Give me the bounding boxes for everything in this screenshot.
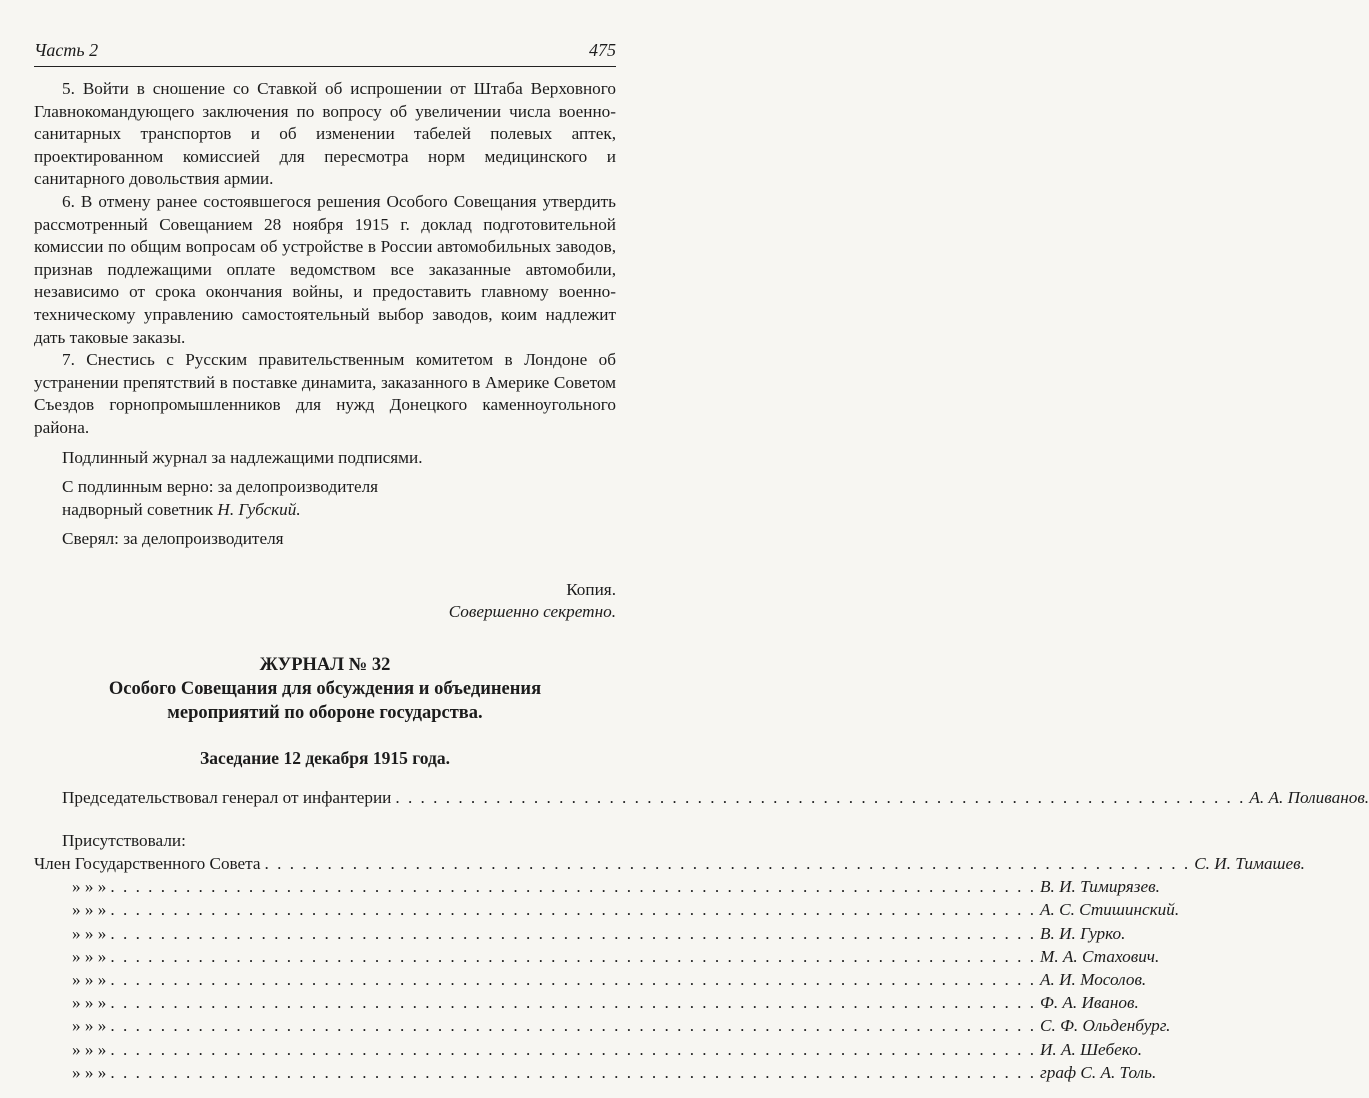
member-row [34,992,1139,1015]
member-name: И. А. Шебеко. [1040,1039,1142,1059]
page-body [34,78,1369,1085]
journal-subtitle-1: Особого Совещания для обсуждения и объединения [108,678,542,699]
member-row [34,969,1147,992]
leader-dots: . . . . . . . . . . . . . . . . . . . . . . . . . . . . . . . . . . . . . . . . . . . . . . . . . . . . . . . . . . . . . . . . . . . . . . . . . . [110,1039,1037,1059]
signatory-name: Н. Губский. [217,499,301,519]
member-name: С. И. Тимашев. [1194,854,1305,874]
leader-dots: . . . . . . . . . . . . . . . . . . . . . . . . . . . . . . . . . . . . . . . . . . . . . . . . . . . . . . . . . . . . . . . . . . . . . . . . . . [110,923,1037,943]
ditto-mark: » » » [72,1039,107,1059]
member-name: Ф. А. Иванов. [1040,993,1139,1013]
leader-dots: . . . . . . . . . . . . . . . . . . . . . . . . . . . . . . . . . . . . . . . . . . . . . . . . . . . . . . . . . . . . . . . . . . . . . . . . . . [110,1016,1037,1036]
member-name: В. И. Гурко. [1040,923,1126,943]
ditto-mark: » » » [72,923,107,943]
item-6: 6. В отмену ранее состоявшегося решения Особого Совещания утвердить рассмотренный Совещанием 28 ноября 1915 г. доклад подготовительной комиссии по общим вопросам об устройстве в России автомобильных заводов, признав подлежащими оплате ведомством все заказанные автомобили, независимо от срока окончания войны, и предоставить главному военно-техническому управлению самостоятельный выбор заводов, коим надлежит дать таковые заказы. [34,191,616,347]
member-row [34,1039,1142,1062]
running-header [34,40,616,67]
copy-mark: Копия. [566,579,616,599]
member-row [34,899,1180,922]
ditto-mark: » » » [72,1062,107,1082]
member-row [34,1062,1157,1085]
member-name: А. С. Стишинский. [1040,900,1180,920]
chair-label: Председательствовал генерал от инфантерии [62,788,392,808]
member-title: Член Государственного Совета [34,854,261,874]
member-row [34,876,1160,899]
member-row [34,946,1160,969]
chair-row [34,787,1369,810]
leader-dots: . . . . . . . . . . . . . . . . . . . . . . . . . . . . . . . . . . . . . . . . . . . . . . . . . . . . . . . . . . . . . . . . . . . . . . . . . . [110,993,1037,1013]
leader-dots: . . . . . . . . . . . . . . . . . . . . . . . . . . . . . . . . . . . . . . . . . . . . . . . . . . . . . . . . . . . . . . . . . . . . . . . . . . [110,946,1037,966]
journal-title: ЖУРНАЛ № 32 [259,655,391,676]
leader-dots: . . . . . . . . . . . . . . . . . . . . . . . . . . . . . . . . . . . . . . . . . . . . . . . . . . . . . . . . . . . . . . . . . . . . . . . . . . [110,877,1037,897]
leader-dots: . . . . . . . . . . . . . . . . . . . . . . . . . . . . . . . . . . . . . . . . . . . . . . . . . . . . . . . . . . . . . . . . . . . . . . . . . . [264,854,1191,874]
member-name: С. Ф. Ольденбург. [1040,1016,1171,1036]
member-row [34,923,1126,946]
ditto-mark: » » » [72,946,107,966]
chair-name: А. А. Поливанов. [1249,788,1369,808]
ditto-mark: » » » [72,900,107,920]
leader-dots: . . . . . . . . . . . . . . . . . . . . . . . . . . . . . . . . . . . . . . . . . . . . . . . . . . . . . . . . . . . . . . . . . . . . . . . . . . [110,900,1037,920]
true-copy-line: С подлинным верно: за делопроизводителя [62,477,379,497]
member-row [34,1015,1171,1038]
member-name: граф С. А. Толь. [1040,1062,1157,1082]
ditto-mark: » » » [72,969,107,989]
checked-by-line: Сверял: за делопроизводителя [62,529,284,549]
item-7: 7. Снестись с Русским правительственным комитетом в Лондоне об устранении препятствий в поставке динамита, заказанного в Америке Советом Съездов горнопромышленников для нужд Донецкого каменноугольного района. [34,350,616,437]
session-date: Заседание 12 декабря 1915 года. [200,747,450,768]
original-signatures-note: Подлинный журнал за надлежащими подписями. [62,447,423,467]
ditto-mark: » » » [72,993,107,1013]
item-5: 5. Войти в сношение со Ставкой об испрошении от Штаба Верховного Главнокомандующего заключения по вопросу об увеличении числа военно-санитарных транспортов и об изменении табелей полевых аптек, проектированном комиссией для пересмотра норм медицинского и санитарного довольствия армии. [34,79,616,189]
leader-dots: . . . . . . . . . . . . . . . . . . . . . . . . . . . . . . . . . . . . . . . . . . . . . . . . . . . . . . . . . . . . . . . . . . . . . . . . . . [110,969,1037,989]
part-label: Часть 2 [34,40,99,60]
member-name: М. А. Стахович. [1040,946,1160,966]
leader-dots: . . . . . . . . . . . . . . . . . . . . . . . . . . . . . . . . . . . . . . . . . . . . . . . . . . . . . . . . . . . . . . . . . . . . [395,788,1246,808]
present-label: Присутствовали: [62,831,186,851]
ditto-mark: » » » [72,877,107,897]
member-row [34,853,1305,876]
journal-subtitle-2: мероприятий по обороне государства. [167,702,483,723]
leader-dots: . . . . . . . . . . . . . . . . . . . . . . . . . . . . . . . . . . . . . . . . . . . . . . . . . . . . . . . . . . . . . . . . . . . . . . . . . . [110,1062,1037,1082]
member-name: В. И. Тимирязев. [1040,877,1160,897]
page-number: 475 [589,40,616,60]
true-copy-signatory: надворный советник Н. Губский. [62,499,301,519]
member-name: А. И. Мосолов. [1040,969,1147,989]
secrecy-mark: Совершенно секретно. [448,602,616,622]
ditto-mark: » » » [72,1016,107,1036]
